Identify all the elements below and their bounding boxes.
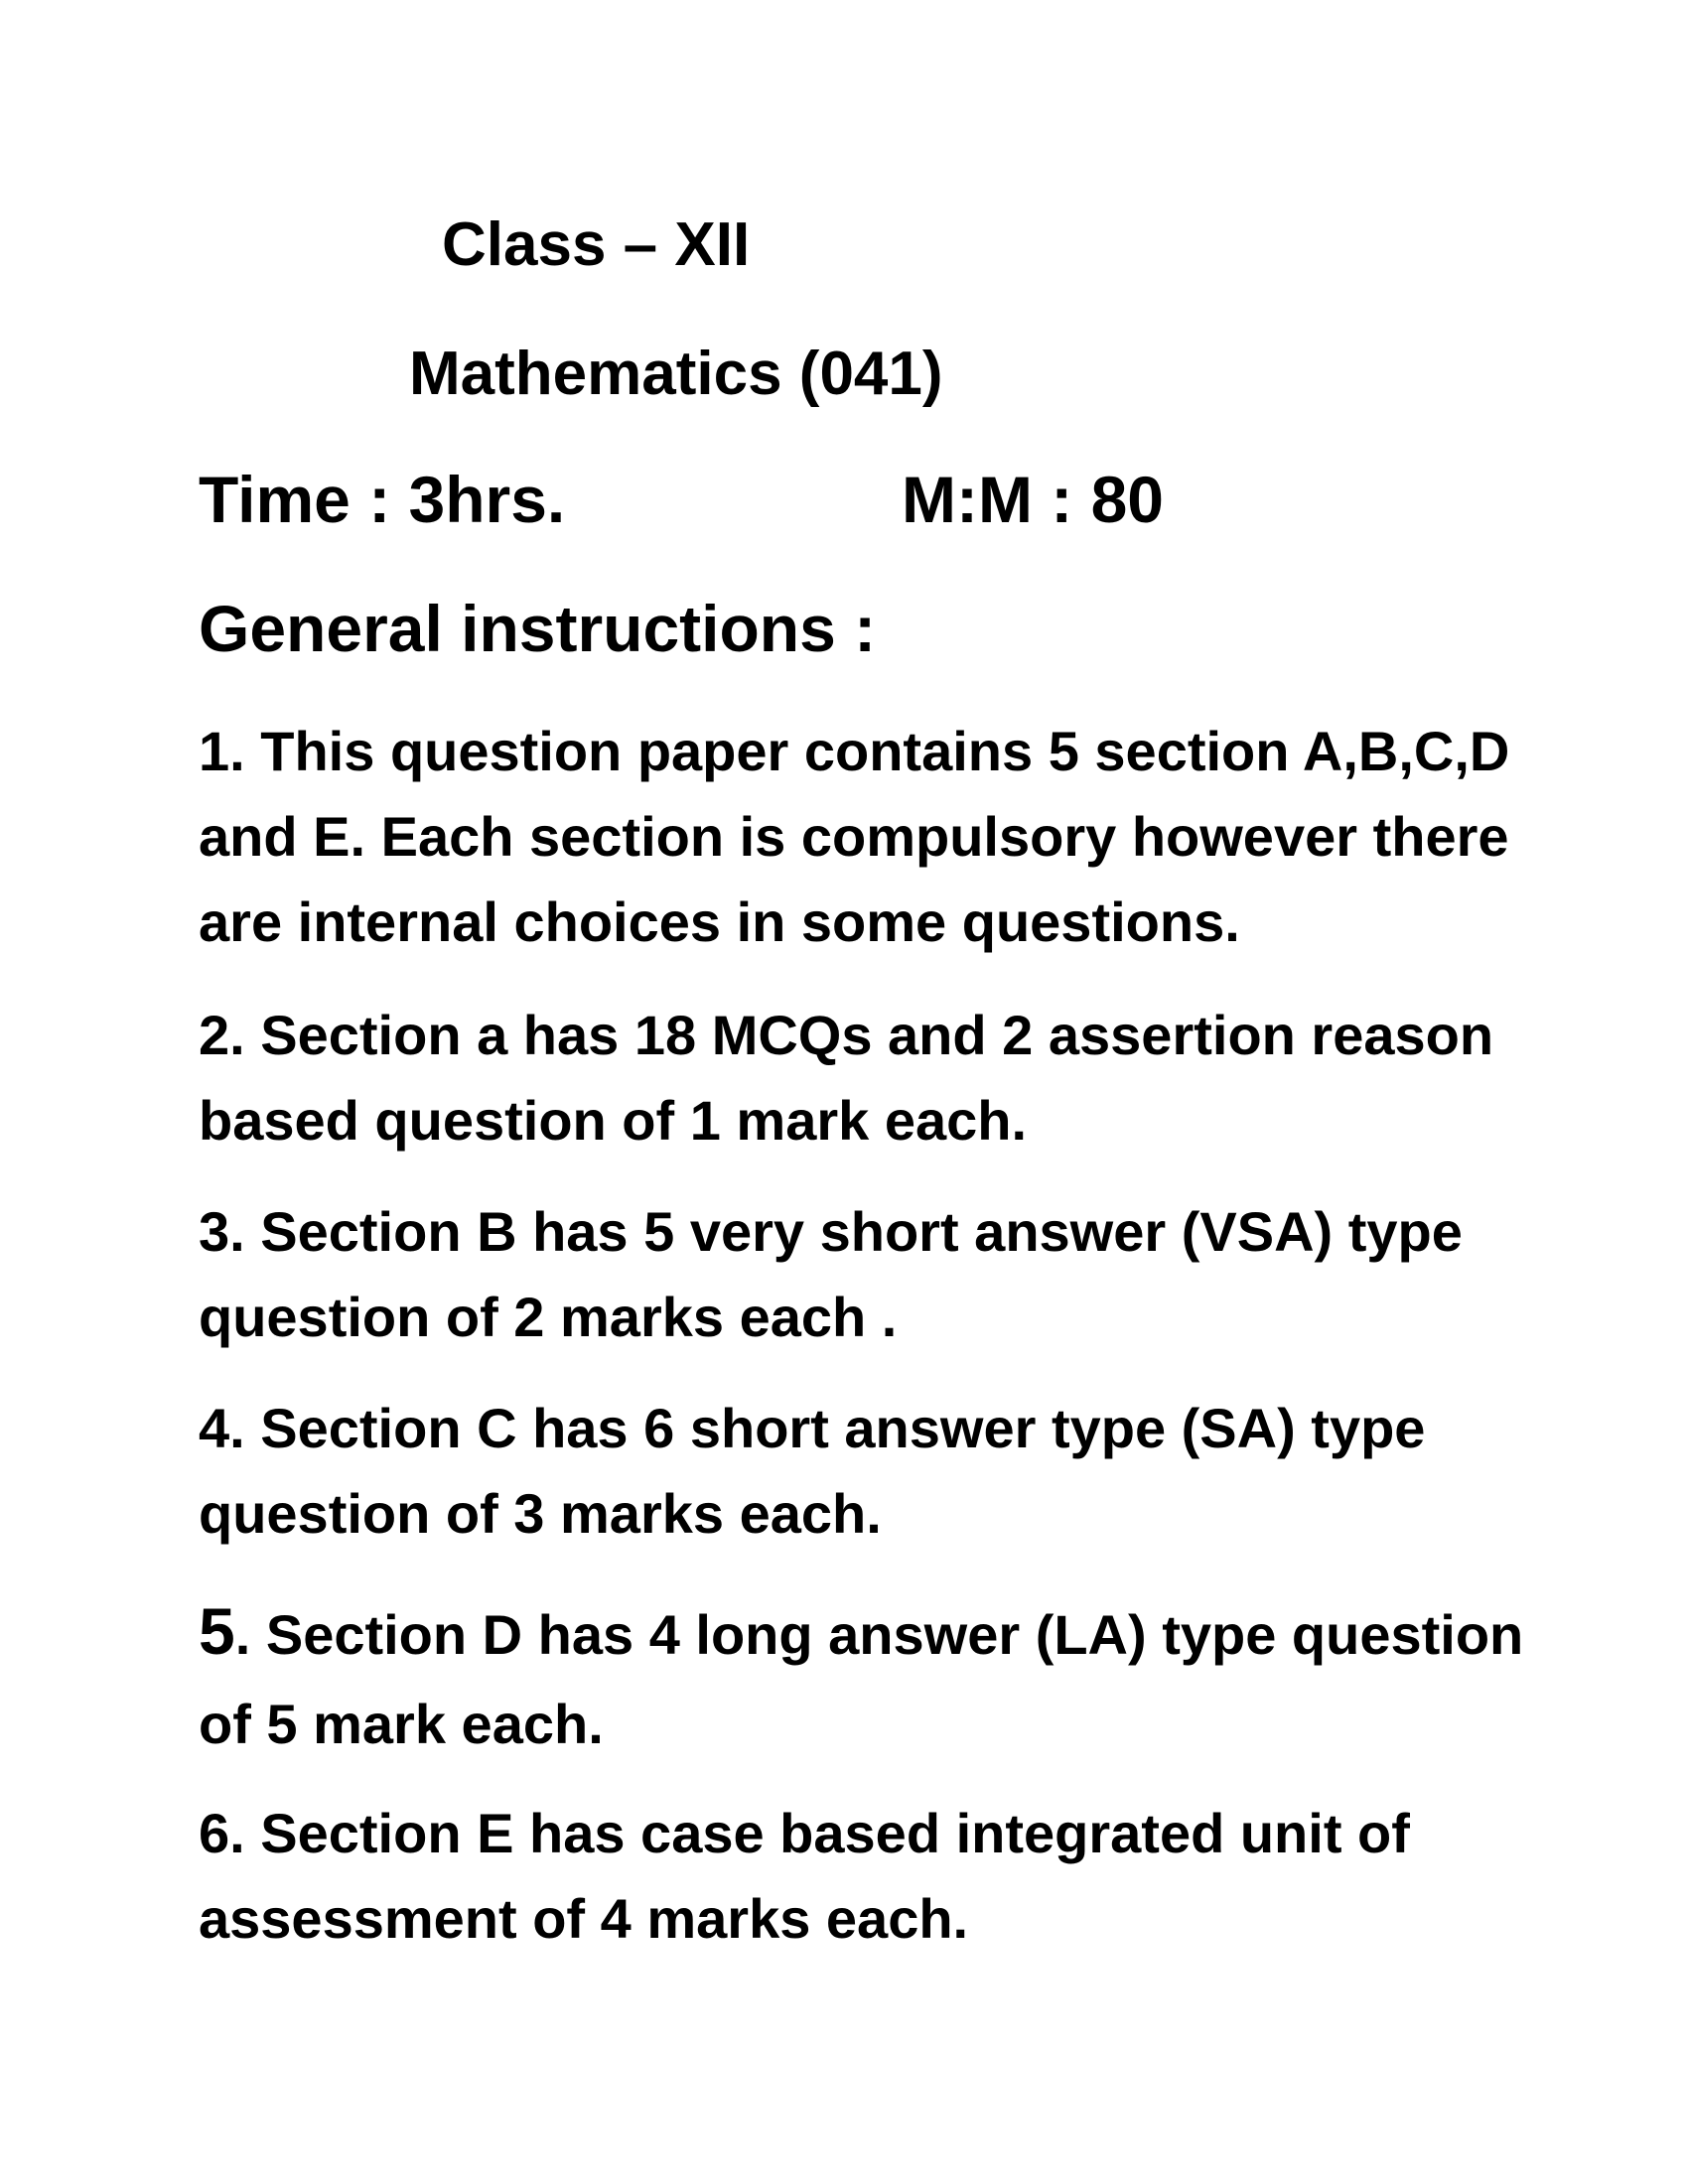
class-label: Class – XII: [442, 210, 751, 279]
instruction-6-line-2: assessment of 4 marks each.: [199, 1887, 969, 1950]
instruction-4-line-1: 4. Section C has 6 short answer type (SA) type: [199, 1397, 1426, 1459]
instructions-heading: General instructions :: [199, 592, 877, 665]
instruction-1-line-3: are internal choices in some questions.: [199, 890, 1240, 953]
instruction-5-text: . Section D has 4 long answer (LA) type question: [234, 1603, 1524, 1666]
instruction-5-number: 5: [199, 1594, 235, 1668]
instruction-2-line-2: based question of 1 mark each.: [199, 1089, 1028, 1152]
subject-title: Mathematics (041): [409, 340, 943, 408]
instruction-1-line-1: 1. This question paper contains 5 section A,B,C,D: [199, 720, 1510, 782]
instruction-5-line-2: of 5 mark each.: [199, 1693, 604, 1755]
max-marks-label: M:M : 80: [902, 463, 1164, 536]
instruction-5-line-1: [199, 1596, 1523, 1670]
instruction-2-line-1: 2. Section a has 18 MCQs and 2 assertion reason: [199, 1004, 1494, 1066]
instruction-6-line-1: 6. Section E has case based integrated unit of: [199, 1802, 1410, 1864]
time-label: Time : 3hrs.: [199, 463, 566, 536]
instruction-3-line-2: question of 2 marks each .: [199, 1286, 898, 1348]
instruction-3-line-1: 3. Section B has 5 very short answer (VSA) type: [199, 1200, 1463, 1263]
instruction-4-line-2: question of 3 marks each.: [199, 1482, 882, 1545]
instruction-1-line-2: and E. Each section is compulsory however there: [199, 805, 1509, 868]
